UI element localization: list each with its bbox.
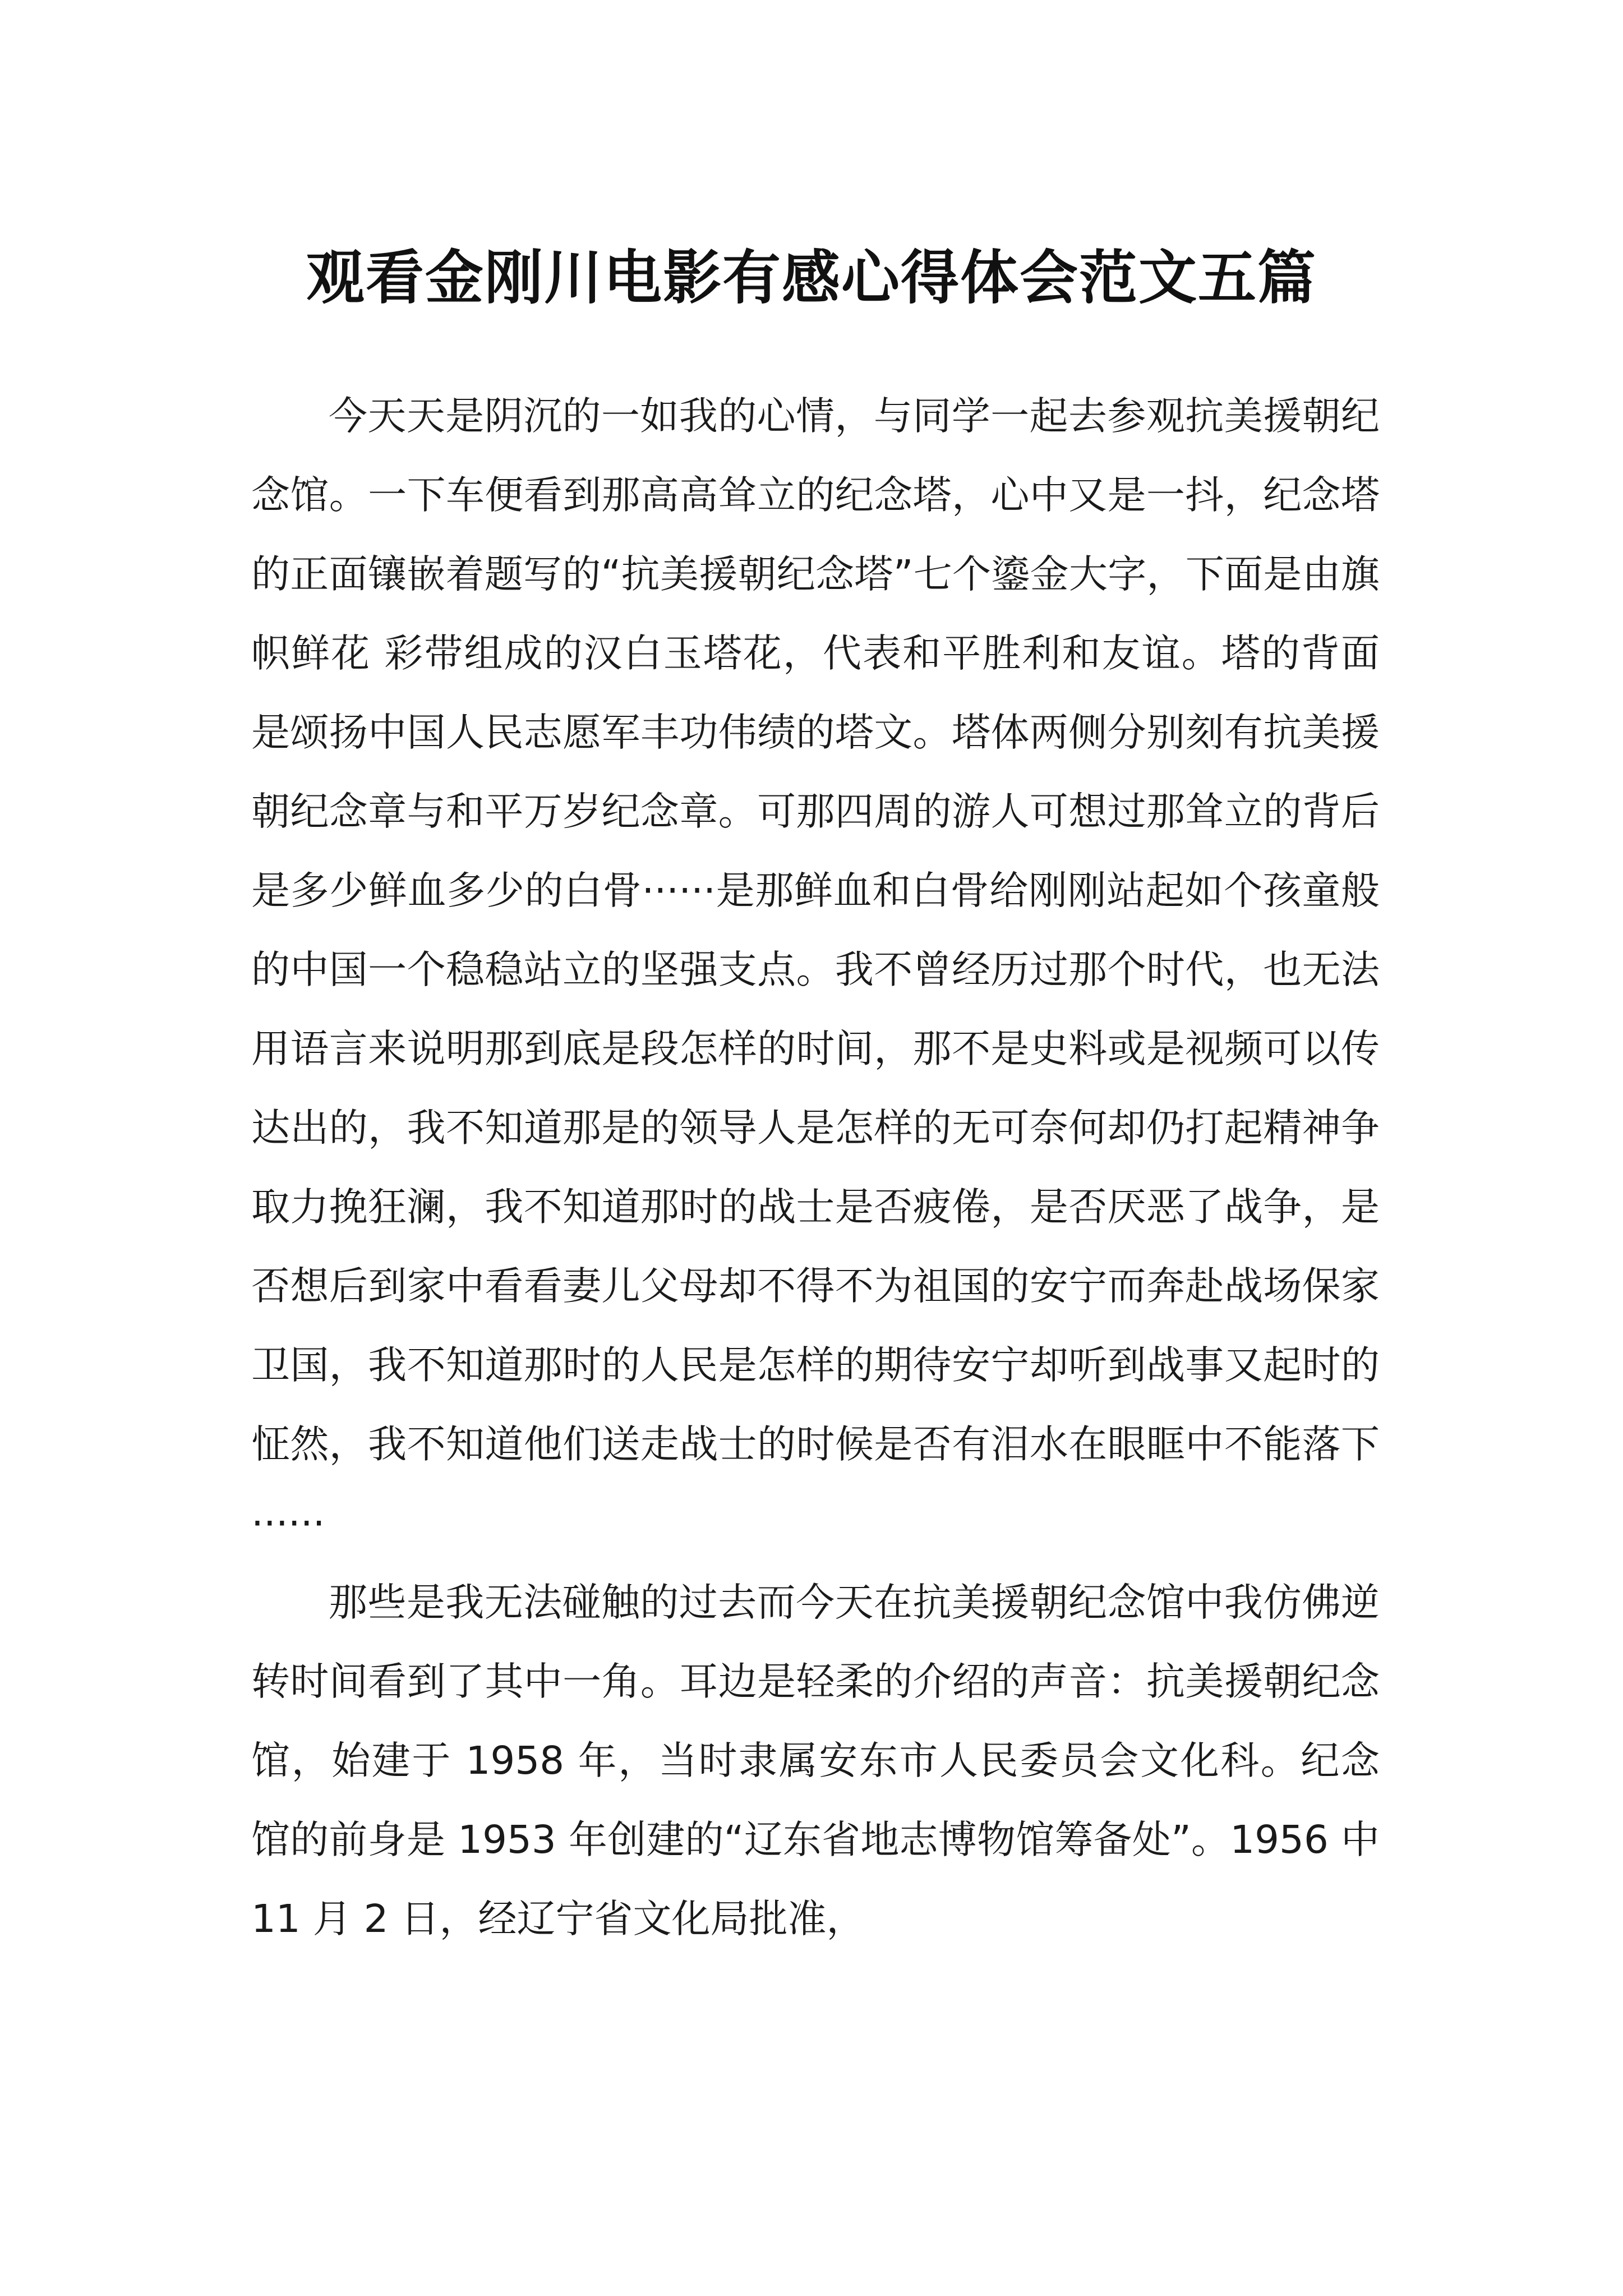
document-title: 观看金刚川电影有感心得体会范文五篇 [306, 242, 1317, 312]
document-body [251, 377, 1380, 1959]
body-paragraph-1: 今天天是阴沉的一如我的心情，与同学一起去参观抗美援朝纪念馆。一下车便看到那高高耸立的纪念塔，心中又是一抖，纪念塔的正面镶嵌着题写的“抗美援朝纪念塔”七个鎏金大字，下面是由旗帜鲜花 彩带组成的汉白玉塔花，代表和平胜利和友谊。塔的背面是颂扬中国人民志愿军丰功伟绩的塔文。塔体两侧分别刻有抗美援朝纪念章与和平万岁纪念章。可那四周的游人可想过那耸立的背后是多少鲜血多少的白骨······是那鲜血和白骨给刚刚站起如个孩童般的中国一个稳稳站立的坚强支点。我不曾经历过那个时代，也无法用语言来说明那到底是段怎样的时间，那不是史料或是视频可以传达出的，我不知道那是的领导人是怎样的无可奈何却仍打起精神争取力挽狂澜，我不知道那时的战士是否疲倦，是否厌恶了战争，是否想后到家中看看妻儿父母却不得不为祖国的安宁而奔赴战场保家卫国，我不知道那时的人民是怎样的期待安宁却听到战事又起时的怔然，我不知道他们送走战士的时候是否有泪水在眼眶中不能落下······ [251, 394, 1380, 1546]
body-paragraph-2: 那些是我无法碰触的过去而今天在抗美援朝纪念馆中我仿佛逆转时间看到了其中一角。耳边是轻柔的介绍的声音：抗美援朝纪念馆，始建于 1958 年，当时隶属安东市人民委员会文化科。纪念馆的前身是 1953 年创建的“辽东省地志博物馆筹备处”。1956 中 11 月 2 日，经辽宁省文化局批准， [251, 1580, 1380, 1941]
